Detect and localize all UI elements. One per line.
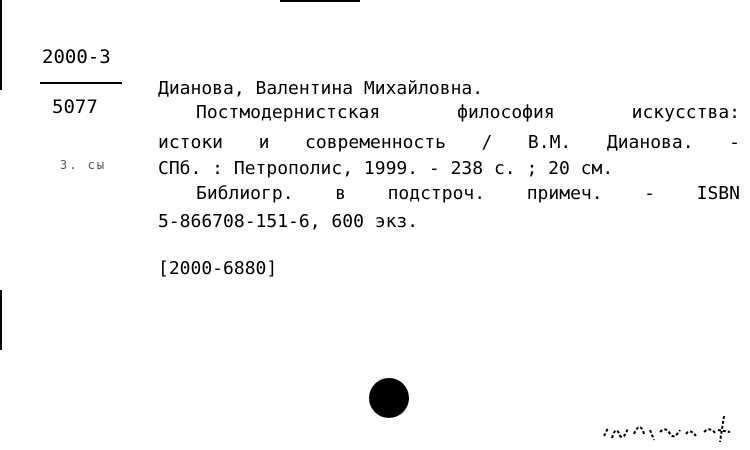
title-word: / — [481, 132, 493, 153]
punch-hole — [369, 378, 409, 418]
title-word: Постмодернистская — [196, 102, 381, 123]
note-word: Библиогр. — [196, 183, 294, 204]
note-word: примеч. — [526, 183, 603, 204]
title-word: философия — [457, 102, 555, 123]
title-word: и — [258, 132, 270, 153]
card-edge-mark — [280, 0, 360, 2]
title-word: истоки — [158, 132, 224, 153]
title-word: искусства: — [631, 102, 740, 123]
note-word: в — [335, 183, 346, 204]
title-word: - — [729, 132, 740, 153]
handwritten-mark: З. сы — [60, 158, 107, 172]
card-edge-mark — [0, 0, 2, 90]
title-word: В.М. — [527, 132, 572, 153]
author-heading: Дианова, Валентина Михайловна. — [158, 78, 484, 99]
note-word: - — [644, 183, 656, 204]
call-number-bottom: 5077 — [52, 96, 98, 118]
handwritten-signature — [600, 410, 740, 446]
note-word: ISBN — [696, 183, 740, 204]
note-word: подстроч. — [387, 183, 486, 204]
isbn-line: 5-866708-151-6, 600 экз. — [158, 211, 419, 232]
card-edge-mark — [0, 290, 2, 350]
title-word: современность — [305, 132, 446, 153]
title-line-1 — [196, 102, 740, 123]
record-number: [2000-6880] — [158, 258, 278, 279]
note-line-1 — [196, 183, 740, 204]
title-line-2 — [158, 132, 740, 153]
call-number-top: 2000-3 — [42, 46, 111, 68]
title-word: Дианова. — [606, 132, 694, 153]
call-number-divider — [40, 82, 122, 84]
imprint-line: СПб. : Петрополис, 1999. - 238 с. ; 20 см. — [158, 158, 614, 179]
